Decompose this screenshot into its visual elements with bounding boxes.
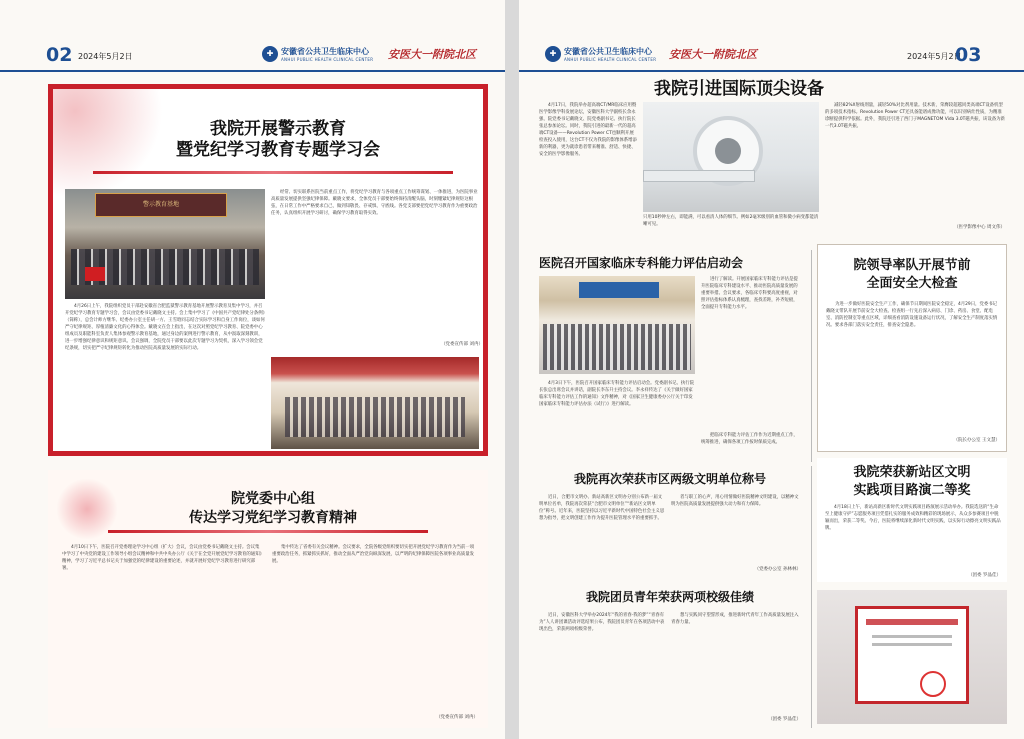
- article-credit: （团委 罗晶佳）: [968, 573, 1001, 578]
- article-title: [817, 464, 1007, 500]
- page-header-right: [519, 44, 1024, 72]
- ct-table: [643, 170, 755, 182]
- article-body-col1: [65, 303, 265, 445]
- paragraph: 近日，安徽医科大学举办2024年“我的青春·我的梦”“青春有为”人人讲团课活动评选结果公布，我院团员青年在各项活动中表现出色，荣获两项校级荣誉。: [539, 613, 665, 632]
- article-civilization-project: [817, 458, 1007, 582]
- column-divider: [811, 466, 812, 728]
- article-body-col1: [62, 544, 262, 714]
- paragraph: 把临床专科能力评估工作作为近期重点工作，统筹推进，确保各项工作按时保质完成。: [701, 433, 798, 445]
- youth-body-col2: [671, 612, 801, 712]
- article-title-youth: 我院团员青年荣获两项校级佳绩: [585, 590, 754, 604]
- page-number: 02: [46, 44, 73, 66]
- title-line: 我院荣获新站区文明: [853, 465, 971, 480]
- screen: [579, 282, 659, 298]
- stamp-icon: [920, 671, 946, 697]
- paragraph: 4月26日上午，我院组织党员干部赴安徽省合肥监狱警示教育基地开展警示教育及集中学习，并召开党纪学习教育专题学习会，会议由党委书记戴晓文主持。会上集中学习了《中国共产党纪律处分条例》（简称），总会计师方继华、纪委办公室主任胡一方、王雪晗同志结合实际学习和自身工作岗位，谈如何严守纪律规矩、厚植清廉文化的心得体会。戴晓文在会上指出，在这次对照党纪学习教育、院党委中心组成员及职能科室负责人集体参观警示教育基地，通过身边的案例进行警示教育，从中汲取深刻教训，进一步增强纪律意识和规矩意识。会议强调，全院党员干部要以此次专题学习为契机，深入学习领会党纪条规，切实把严守纪律规矩转化为推动医院高质量发展的实际行动。: [65, 304, 265, 351]
- ct-caption: [643, 214, 819, 228]
- column-divider: [811, 250, 812, 462]
- article-body: [825, 504, 1001, 570]
- youth-body-col1: [539, 612, 665, 722]
- page-left: [0, 0, 505, 739]
- article-safety-inspection: [817, 244, 1007, 452]
- conference-photo: [539, 276, 695, 374]
- award-certificate-photo: [817, 590, 1007, 724]
- article-title: [143, 119, 413, 161]
- title-line: 我院开展警示教育: [210, 119, 346, 139]
- article-credit: （院长办公室 王文慧）: [953, 438, 1000, 443]
- prison-sign: 警示教育基地: [95, 193, 227, 217]
- paragraph: 想与实践同守望誓形成，推进新时代青年工作高质量发展注入青春力量。: [671, 613, 799, 625]
- title-line: 暨党纪学习教育专题学习会: [176, 140, 380, 160]
- paragraph: 经常、切实联系医院当前重点工作，将党纪学习教育与各项重点工作统筹谋划、一体推进，为医院事业高质量发展提供坚强纪律保障。戴晓文要求，全体党员干部要始终保持清醒头脑，时刻绷紧纪律规矩这根弦，在日常工作中严格要求自己，做到知敬畏、存戒惧、守底线。各党支部要把党纪学习教育作为重要政治任务，认真组织开展学习研讨，确保学习教育取得实效。: [271, 190, 478, 216]
- org-name-en: ANHUI PUBLIC HEALTH CLINICAL CENTER: [281, 57, 374, 62]
- article-credit: （党委宣传部 刘冉）: [436, 715, 478, 720]
- page-header-left: [0, 44, 505, 72]
- paragraph: 4月3日下午，医院召开国家临床专科能力评估启动会。党委副书记、执行院长张总出席会议并讲话，副院长李东升主持会议。李永祥传达了《关于做好国家临床专科能力评估工作的通知》文件精神，对《国家卫生健康委办公厅关于印发国家临床专科能力评估办法（试行）》进行解读。: [539, 381, 695, 407]
- org-name: 安徽省公共卫生临床中心: [564, 47, 652, 56]
- ct-body-col1: [539, 102, 637, 224]
- article-body: [826, 301, 1000, 431]
- decorative-divider: [108, 530, 428, 533]
- article-title: [818, 257, 1006, 293]
- paragraph: 只用10秒钟左右，即能满，可以看清人体的细节。例如2毫米级别的血管和微小病变都能清晰可见。: [643, 215, 819, 227]
- group-photo: [65, 189, 265, 299]
- paragraph: 为进一步做好医院安全生产工作，确保节日期间医院安全稳定，4月29日，党委书记戴晓文带队开展节前安全大检查。检查组一行先后深入病房、门诊、药房、食堂、配电室、消防控制室等重点区域，详细查看消防设施设备运行状况，了解安全生产制度落实情况。要求各部门落实安全责任，排查安全隐患。: [826, 302, 998, 328]
- clinical-body-col1: [539, 380, 695, 450]
- article-warning-education: [48, 84, 488, 456]
- paragraph: 者与职工的心声，用心用情做好医院精神文明建设，以精神文明为医院高质量发展提供强大动力和有力保障。: [671, 495, 799, 507]
- title-line: 院领导率队开展节前: [853, 258, 971, 273]
- title-line: 院党委中心组: [231, 491, 315, 507]
- article-body-col2: [272, 544, 478, 704]
- article-title-civilized-unit: 我院再次荣获市区两级文明单位称号: [573, 472, 766, 486]
- title-line: 实践项目路演二等奖: [853, 483, 971, 498]
- decorative-divider: [93, 171, 453, 174]
- clinical-body-col3: [701, 432, 801, 452]
- article-credit: （党委宣传部 刘冉）: [441, 342, 483, 347]
- article-title: [138, 490, 408, 528]
- article-body-col2: [271, 189, 479, 337]
- org-name: 安徽省公共卫生临床中心: [281, 47, 369, 56]
- paragraph: 集中传达了省委有关会议精神。会议要求，全院各级党组织要切实把开展党纪学习教育作为当前一项重要政治任务，抓紧抓实抓好，推动全面从严治党向纵深发展，以严明的纪律保障医院各项事业高质量发展。: [272, 545, 475, 564]
- calligraphy-masthead: 安医大一附院北区: [388, 48, 476, 61]
- civilized-body-col1: [539, 494, 665, 574]
- article-credit: （团委 罗晶佳）: [768, 717, 801, 722]
- audience: [285, 397, 465, 437]
- certificate: [855, 606, 969, 704]
- title-line: 传达学习党纪学习教育精神: [189, 510, 357, 526]
- civilized-body-col2: [671, 494, 801, 554]
- title-line: 全面安全大检查: [866, 276, 958, 291]
- org-name-en: ANHUI PUBLIC HEALTH CLINICAL CENTER: [564, 57, 657, 62]
- paragraph: 进行了解读。开展国家临床专科能力评估是提升医院临床专科建设水平、推动医院高质量发展的重要举措。会议要求，各临床专科要高度重视，对照评估指标体系认真梳理，查找差距，补齐短板，全面提升专科能力水平。: [701, 277, 798, 310]
- page-date: 2024年5月2日: [78, 52, 133, 61]
- article-title-clinical: 医院召开国家临床专科能力评估启动会: [539, 256, 744, 270]
- article-title-ct: 我院引进国际顶尖设备: [654, 79, 824, 99]
- paragraph: 4月17日，我院举办超高端CT/MR临床应用暨医学影像学科发展论坛，安徽医科大学副校长余永强、院党委书记戴晓文、院党委副书记、执行院长张总参加论坛。同时，我院引进的最新一代的超高端CT设备——Revolution Power CT也顺利开展检查投入使用，这台CT不仅为我院的影像体系增添新的利器，更为就诊患者带来精准、舒适、快捷、安全的医学影像服务。: [539, 103, 637, 157]
- article-central-group: [48, 470, 488, 728]
- calligraphy-masthead: 安医大一附院北区: [669, 48, 757, 61]
- meeting-photo: [271, 357, 479, 449]
- page-number: 03: [955, 44, 982, 66]
- paragraph: 近日，合肥市文明办、新站高新区文明办分别公布新一届文明单位名单，我院再次荣获“合肥市文明单位”“新站区文明单位”称号。近年来，医院坚持以习近平新时代中国特色社会主义思想为指导，把文明创建工作作为提升医院管理水平的重要抓手。: [539, 495, 665, 521]
- article-credit: （医学影像中心 周文伟）: [954, 225, 1005, 230]
- paragraph: 减轻82%X射线剂量，减轻50%对比剂用量。技术新，荣膺较超越同类高端CT设备机型的多项技术指标。Revolution Power CT还具备能谱成像功能，可以识别病灶性质，为精准诊断提供科学依据。此外，我院还引进了西门子MAGNETOM Vida 3.0T磁共振，该设备为新一代3.0T磁共振。: [825, 103, 1005, 129]
- ct-body-col3: [825, 102, 1005, 222]
- clinical-body-col2: [701, 276, 801, 430]
- ct-scanner-photo: [643, 102, 819, 212]
- paragraph: 4月10日下午，医院召开党委理论学习中心组（扩大）会议，会议由党委书记戴晓文主持。会议集中学习了中央党的建设工作领导小组会议精神和中共中央办公厅《关于在全党开展党纪学习教育的通知》精神，学习了习近平总书记关于加强党的纪律建设的重要论述，并就开展好党纪学习教育进行研究部署。: [62, 545, 262, 571]
- page-date: 2024年5月2日: [907, 52, 962, 61]
- hospital-logo-icon: ✚: [262, 46, 278, 62]
- paragraph: 4月18日上午，新站高新区新时代文明实践项目路演展示活动举办。我院选送的“生命至上健康守护”志愿服务项目凭借扎实的服务成效和精彩的现场展示，从众多参赛项目中脱颖而出，荣获二等奖。今后，医院将继续深化新时代文明实践，以实际行动擦亮文明实践品牌。: [825, 505, 1001, 531]
- article-credit: （党委办公室 孙林林）: [754, 567, 801, 572]
- page-right: [519, 0, 1024, 739]
- audience: [543, 324, 691, 370]
- hospital-logo-icon: ✚: [545, 46, 561, 62]
- red-flag-icon: [85, 267, 105, 281]
